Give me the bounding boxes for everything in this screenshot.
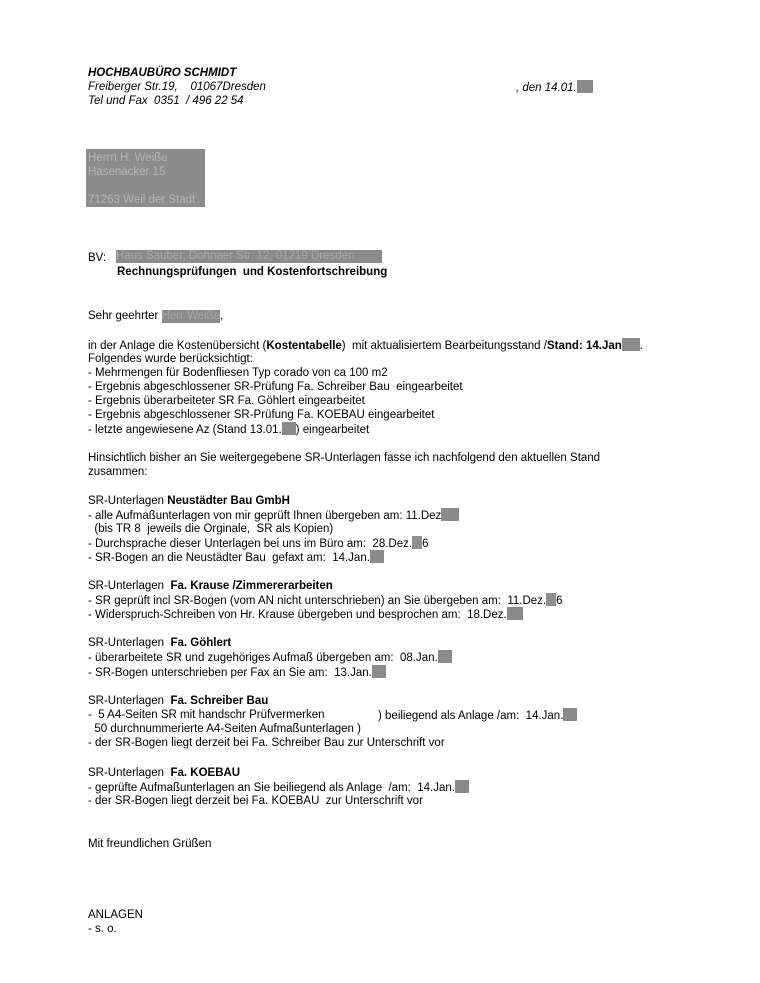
- section-label: SR-Unterlagen: [88, 767, 171, 779]
- letter-date: [516, 80, 593, 95]
- salutation-name-redacted: Herr Weiße: [161, 310, 221, 322]
- intro-item-text: - letzte angewiesene Az (Stand 13.01.: [88, 424, 282, 436]
- bv-label: BV:: [88, 252, 107, 264]
- section-line: - der SR-Bogen liegt derzeit bei Fa. KOEBAU zur Unterschrift vor: [88, 795, 423, 807]
- intro-text-2: ) mit aktualisiertem Bearbeitungsstand /: [341, 340, 547, 352]
- salutation-prefix: Sehr geehrter: [88, 310, 159, 322]
- intro-bold-1: Kostentabelle: [266, 340, 342, 352]
- subject-title: Rechnungsprüfungen und Kostenfortschreibung: [117, 266, 388, 278]
- redaction: [370, 550, 384, 563]
- section-text: - SR-Bogen an die Neustädter Bau gefaxt am: 14.Jan.: [88, 552, 370, 564]
- redaction: [507, 607, 523, 620]
- company-phone: Tel und Fax 0351 / 496 22 54: [88, 95, 244, 107]
- recipient-name: Herrn H. Weiße: [88, 152, 168, 164]
- company-address: Freiberger Str.19, 01067Dresden: [88, 81, 266, 93]
- section-heading: [88, 694, 268, 708]
- section-text: - Widerspruch-Schreiben von Hr. Krause übergeben und besprochen am: 18.Dez.: [88, 609, 507, 621]
- section-label: SR-Unterlagen: [88, 695, 171, 707]
- section-line: [88, 536, 428, 551]
- intro-item: - Ergebnis überarbeiteter SR Fa. Göhlert eingearbeitet: [88, 395, 365, 407]
- redaction: [455, 780, 469, 793]
- section-company: Fa. Krause /Zimmererarbeiten: [170, 580, 333, 592]
- intro-item: [88, 422, 369, 437]
- section-line: [88, 780, 469, 795]
- intro-bold-2: Stand: 14.Jan: [546, 340, 622, 352]
- intro-item: - Ergebnis abgeschlossener SR-Prüfung Fa. KOEBAU eingearbeitet: [88, 409, 435, 421]
- intro-line-2: Folgendes wurde berücksichtigt:: [88, 353, 253, 365]
- section-line: - der SR-Bogen liegt derzeit bei Fa. Schreiber Bau zur Unterschrift vor: [88, 737, 445, 749]
- redaction: [622, 338, 640, 351]
- section-text: - überarbeitete SR und zugehöriges Aufmaß übergeben am: 08.Jan.: [88, 652, 438, 664]
- section-text: ) beiliegend als Anlage /am: 14.Jan.: [378, 710, 564, 722]
- attachments-value: - s. o.: [88, 923, 117, 935]
- section-line: [88, 593, 563, 608]
- section-label: SR-Unterlagen: [88, 495, 168, 507]
- redaction: [441, 508, 459, 521]
- summary-line-1: Hinsichtlich bisher an Sie weitergegebene SR-Unterlagen fasse ich nachfolgend den aktuellen Stand: [88, 452, 601, 464]
- section-text: - alle Aufmaßunterlagen von mir geprüft Ihnen übergeben am: 11.Dez: [88, 510, 442, 522]
- section-text: - SR geprüft incl SR-Bogen (vom AN nicht unterschrieben) an Sie übergeben am: 11.Dez.: [88, 595, 547, 607]
- project-redacted: Haus Sauber, Dohnaer Str. 12, 01219 Dresden: [116, 250, 382, 263]
- intro-end: .: [639, 340, 643, 352]
- attachments-label: ANLAGEN: [88, 909, 143, 921]
- section-line: [88, 508, 459, 523]
- redaction: [577, 80, 593, 93]
- intro-text-1: in der Anlage die Kostenübersicht (: [88, 340, 267, 352]
- section-line: (bis TR 8 jeweils die Orginale, SR als Kopien): [88, 523, 334, 535]
- section-text: 6: [422, 538, 429, 550]
- section-line: [88, 650, 452, 665]
- section-line: [88, 607, 523, 622]
- salutation: [88, 309, 223, 323]
- redaction: [372, 665, 386, 678]
- section-company: Fa. Göhlert: [170, 637, 232, 649]
- redaction: [282, 422, 296, 435]
- redaction: [438, 650, 452, 663]
- section-line: - 5 A4-Seiten SR mit handschr Prüfvermerken: [88, 709, 325, 721]
- section-text: - Durchsprache dieser Unterlagen bei uns im Büro am: 28.Dez.: [88, 538, 413, 550]
- section-company: Neustädter Bau GmbH: [167, 495, 290, 507]
- redaction: [546, 593, 556, 606]
- closing: Mit freundlichen Grüßen: [88, 838, 212, 850]
- summary-line-2: zusammen:: [88, 466, 148, 478]
- section-line: [88, 665, 386, 680]
- section-company: Fa. KOEBAU: [170, 767, 241, 779]
- recipient-street: Hasenäcker 15: [88, 166, 166, 178]
- section-text: 6: [556, 595, 563, 607]
- redaction: [412, 536, 422, 549]
- recipient-city: 71263 Weil der Stadt: [88, 194, 196, 206]
- intro-line: [88, 338, 643, 353]
- intro-item: - Mehrmengen für Bodenfliesen Typ corado von ca 100 m2: [88, 367, 388, 379]
- section-label: SR-Unterlagen: [88, 637, 171, 649]
- section-heading: [88, 494, 290, 508]
- intro-item: - Ergebnis abgeschlossener SR-Prüfung Fa. Schreiber Bau eingearbeitet: [88, 381, 463, 393]
- redaction: [563, 708, 577, 721]
- section-text: - SR-Bogen unterschrieben per Fax an Sie am: 13.Jan.: [88, 667, 372, 679]
- section-company: Fa. Schreiber Bau: [170, 695, 269, 707]
- section-text: - geprüfte Aufmaßunterlagen an Sie beiliegend als Anlage /am: 14.Jan.: [88, 782, 455, 794]
- intro-item-text: ) eingearbeitet: [295, 424, 370, 436]
- company-name: HOCHBAUBÜRO SCHMIDT: [88, 67, 237, 79]
- date-text: , den 14.01.: [516, 82, 577, 94]
- section-line: [378, 708, 577, 723]
- section-line: [88, 550, 384, 565]
- section-heading: [88, 766, 240, 780]
- section-heading: [88, 579, 333, 593]
- section-heading: [88, 636, 231, 650]
- section-label: SR-Unterlagen: [88, 580, 171, 592]
- salutation-comma: ,: [220, 310, 224, 322]
- recipient-address-redacted: [86, 149, 205, 207]
- section-line: 50 durchnummerierte A4-Seiten Aufmaßunterlagen ): [88, 723, 361, 735]
